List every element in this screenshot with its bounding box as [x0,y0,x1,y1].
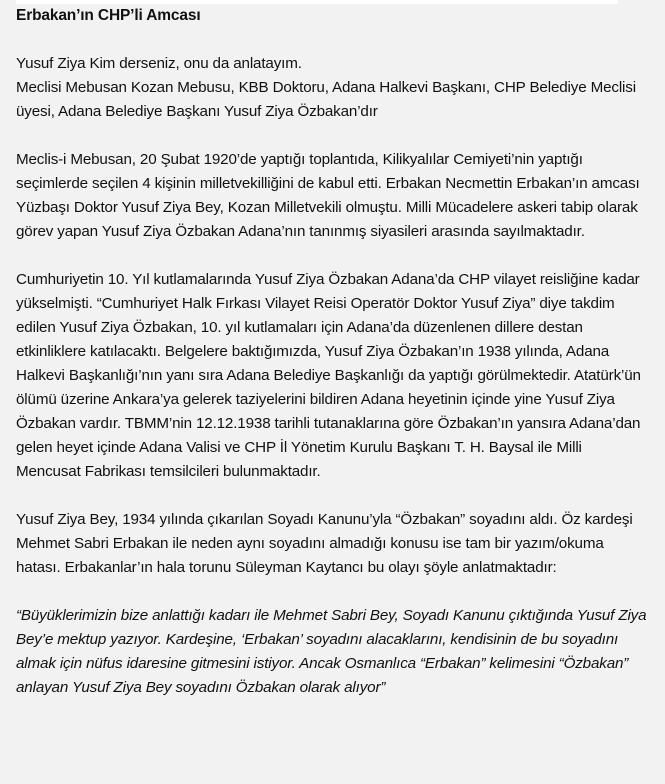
spacer [16,124,656,148]
spacer [16,244,656,268]
paragraph: Cumhuriyetin 10. Yıl kutlamalarında Yusuf Ziya Özbakan Adana’da CHP vilayet reisliğine kadar yükselmişti. “Cumhuriyet Halk Fırkası Vilayet Reisi Operatör Doktor Yusuf Ziya” diye takdim edilen Yusuf Ziya Özbakan, 10. yıl kutlamaları için Adana’da düzenlenen dillere destan etkinliklere katılacaktı. Belgelere baktığımızda, Yusuf Ziya Özbakan’ın 1938 yılında, Adana Halkevi Başkanlığı’nın yanı sıra Adana Belediye Başkanlığı da yaptığı görülmektedir. Atatürk’ün ölümü üzerine Ankara’ya gelerek taziyelerini bildiren Adana heyetinin içinde yine Yusuf Ziya Özbakan vardır. TBMM’nin 12.12.1938 tarihli tutanaklarına göre Özbakan’ın yansıra Adana’dan gelen heyet içinde Adana Valisi ve CHP İl Yönetim Kurulu Başkanı T. H. Baysal ile Milli Mencusat Fabrikası temsilcileri bulunmaktadır. [16,271,641,480]
article [16,4,656,700]
spacer [16,28,656,52]
intro-line: Yusuf Ziya Kim derseniz, onu da anlatayım. [16,55,302,72]
paragraph: Meclis-i Mebusan, 20 Şubat 1920’de yaptığı toplantıda, Kilikyalılar Cemiyeti’nin yaptığı seçimlerde seçilen 4 kişinin milletvekilliğini de kabul etti. Erbakan Necmettin Erbakan’ın amcası Yüzbaşı Doktor Yusuf Ziya Bey, Kozan Milletvekili olmuştu. Milli Mücadelere askeri tabip olarak görev yapan Yusuf Ziya Özbakan Adana’nın tanınmış siyasileri arasında sayılmaktadır. [16,151,640,240]
article-title: Erbakan’ın CHP’li Amcası [16,7,201,24]
paragraph: Yusuf Ziya Bey, 1934 yılında çıkarılan Soyadı Kanunu’yla “Özbakan” soyadını aldı. Öz kardeşi Mehmet Sabri Erbakan ile neden aynı soyadını almadığı konusu ise tam bir yazım/okuma hatası. Erbakanlar’ın hala torunu Süleyman Kaytancı bu olayı şöyle anlatmaktadır: [16,511,633,576]
intro-line: Meclisi Mebusan Kozan Mebusu, KBB Doktoru, Adana Halkevi Başkanı, CHP Belediye Meclisi üyesi, Adana Belediye Başkanı Yusuf Ziya Özbakan’dır [16,79,636,120]
spacer [16,580,656,604]
quote: “Büyüklerimizin bize anlattığı kadarı ile Mehmet Sabri Bey, Soyadı Kanunu çıktığında Yusuf Ziya Bey’e mektup yazıyor. Kardeşine, ‘Erbakan’ soyadını alacaklarını, kendisinin de bu soyadını almak için nüfus idaresine gitmesini istiyor. Ancak Osmanlıca “Erbakan” kelimesini “Özbakan” anlayan Yusuf Ziya Bey soyadını Özbakan olarak alıyor” [16,607,647,696]
spacer [16,484,656,508]
